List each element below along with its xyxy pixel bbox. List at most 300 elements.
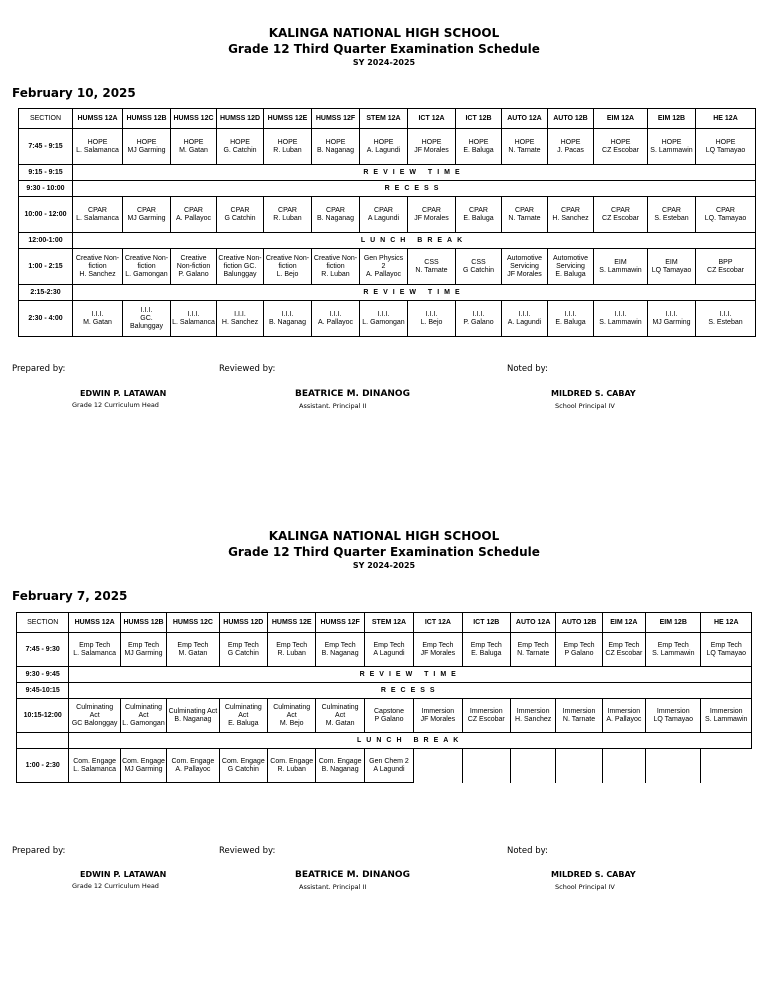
proctor: P Galano bbox=[564, 649, 594, 657]
subject: EIM bbox=[614, 258, 627, 266]
subject: I.I.I. bbox=[377, 310, 390, 318]
proctor: B. Naganag bbox=[321, 765, 359, 773]
proctor: M. Gatan bbox=[325, 719, 355, 727]
subject: I.I.I. bbox=[564, 310, 577, 318]
noted-title: School Principal IV bbox=[555, 402, 615, 410]
section-column-header: ICT 12A bbox=[408, 109, 456, 129]
subject: EIM bbox=[665, 258, 678, 266]
reviewed-by-label: Reviewed by: bbox=[219, 364, 276, 374]
exam-cell bbox=[646, 749, 701, 783]
schedule-title: Grade 12 Third Quarter Examination Schedule bbox=[228, 545, 540, 559]
time-slot: 9:30 - 9:45 bbox=[17, 667, 69, 683]
subject: Com. Engage bbox=[73, 757, 117, 765]
schedule-row bbox=[17, 733, 752, 749]
proctor: MJ Garming bbox=[652, 318, 691, 326]
break-span: LUNCH BREAK bbox=[73, 233, 756, 249]
exam-cell bbox=[364, 749, 413, 783]
proctor: H. Sanchez bbox=[515, 715, 552, 723]
prepared-name: EDWIN P. LATAWAN bbox=[80, 870, 167, 879]
exam-cell bbox=[120, 749, 166, 783]
section-column-header: HE 12A bbox=[701, 613, 752, 633]
proctor: M. Bejo bbox=[279, 719, 304, 727]
proctor: H. Sanchez bbox=[221, 318, 259, 326]
prepared-name: EDWIN P. LATAWAN bbox=[80, 389, 167, 398]
proctor: A. Pallayoc bbox=[175, 214, 212, 222]
subject: Creative Non-fiction bbox=[124, 254, 169, 270]
exam-cell bbox=[646, 633, 701, 667]
schedule-row bbox=[17, 633, 752, 667]
section-column-header: EIM 12B bbox=[648, 109, 696, 129]
proctor: G Catchin bbox=[227, 765, 259, 773]
section-column-header: HUMSS 12F bbox=[312, 109, 360, 129]
subject: I.I.I. bbox=[518, 310, 531, 318]
subject: CSS bbox=[471, 258, 486, 266]
proctor: P. Galano bbox=[178, 270, 209, 278]
proctor: N. Tarnate bbox=[508, 146, 541, 154]
proctor: A Lagundi bbox=[367, 214, 400, 222]
proctor: CZ Escobar bbox=[707, 266, 744, 274]
time-slot: 1:00 - 2:15 bbox=[19, 249, 73, 285]
section-column-header: HUMSS 12B bbox=[120, 613, 166, 633]
subject: HOPE bbox=[421, 138, 442, 146]
section-column-header: HUMSS 12C bbox=[171, 109, 217, 129]
section-column-header: AUTO 12B bbox=[556, 613, 602, 633]
subject: HOPE bbox=[277, 138, 298, 146]
proctor: S. Lammawin bbox=[652, 649, 695, 657]
exam-cell bbox=[414, 633, 462, 667]
subject: HOPE bbox=[560, 138, 581, 146]
sheet-header bbox=[0, 529, 768, 572]
subject: I.I.I. bbox=[187, 310, 200, 318]
proctor: N. Tarnate bbox=[517, 649, 550, 657]
subject: HOPE bbox=[373, 138, 394, 146]
reviewed-title: Assistant. Principal II bbox=[299, 883, 367, 891]
exam-cell bbox=[701, 633, 752, 667]
school-name: KALINGA NATIONAL HIGH SCHOOL bbox=[268, 26, 500, 40]
subject: HOPE bbox=[468, 138, 489, 146]
time-slot: 2:15-2:30 bbox=[19, 285, 73, 301]
proctor: G. Catchin bbox=[223, 146, 257, 154]
subject: I.I.I. bbox=[329, 310, 342, 318]
subject: HOPE bbox=[610, 138, 631, 146]
proctor: L. Gamongan bbox=[362, 318, 405, 326]
subject: I.I.I. bbox=[472, 310, 485, 318]
subject: Com. Engage bbox=[171, 757, 215, 765]
subject: CPAR bbox=[662, 206, 681, 214]
subject: Immersion bbox=[421, 707, 455, 715]
exam-cell bbox=[364, 699, 413, 733]
section-column-header: HUMSS 12A bbox=[69, 613, 120, 633]
reviewed-title: Assistant. Principal II bbox=[299, 402, 367, 410]
section-column-header: HUMSS 12C bbox=[167, 613, 219, 633]
exam-cell bbox=[316, 699, 364, 733]
exam-cell bbox=[646, 699, 701, 733]
proctor: S. Lammawin bbox=[650, 146, 693, 154]
subject: I.I.I. bbox=[425, 310, 438, 318]
subject: CPAR bbox=[278, 206, 297, 214]
subject: Capstone bbox=[374, 707, 404, 715]
proctor: JF Morales bbox=[420, 649, 456, 657]
proctor: B. Naganag bbox=[321, 649, 359, 657]
reviewed-name: BEATRICE M. DINANOG bbox=[295, 389, 410, 399]
proctor: LQ Tamayao bbox=[653, 715, 694, 723]
exam-cell bbox=[510, 749, 555, 783]
subject: CPAR bbox=[422, 206, 441, 214]
subject: HOPE bbox=[715, 138, 736, 146]
proctor: H. Sanchez bbox=[552, 214, 589, 222]
proctor: E. Baluga bbox=[471, 649, 502, 657]
subject: HOPE bbox=[514, 138, 535, 146]
time-slot: 12:00-1:00 bbox=[19, 233, 73, 249]
proctor: R. Luban bbox=[273, 214, 302, 222]
section-column-header: ICT 12A bbox=[414, 613, 462, 633]
schedule-title: Grade 12 Third Quarter Examination Schedule bbox=[228, 42, 540, 56]
subject: Emp Tech bbox=[128, 641, 160, 649]
subject: Emp Tech bbox=[373, 641, 405, 649]
time-slot: 10:15-12:00 bbox=[17, 699, 69, 733]
school-year: SY 2024-2025 bbox=[352, 561, 416, 570]
proctor: R. Luban bbox=[277, 765, 306, 773]
subject: Gen Chem 2 bbox=[369, 757, 409, 765]
proctor: M. Gatan bbox=[178, 649, 208, 657]
exam-cell bbox=[462, 749, 510, 783]
subject: Com. Engage bbox=[221, 757, 265, 765]
proctor: G Catchin bbox=[227, 649, 259, 657]
school-name: KALINGA NATIONAL HIGH SCHOOL bbox=[268, 529, 500, 543]
prepared-title: Grade 12 Curriculum Head bbox=[72, 401, 159, 409]
subject: Immersion bbox=[709, 707, 743, 715]
noted-title: School Principal IV bbox=[555, 883, 615, 891]
subject: HOPE bbox=[183, 138, 204, 146]
subject: Com. Engage bbox=[318, 757, 362, 765]
proctor: L. Bejo bbox=[420, 318, 443, 326]
proctor: L. Bejo bbox=[276, 270, 299, 278]
proctor: MJ Garming bbox=[124, 649, 163, 657]
section-column-header: STEM 12A bbox=[364, 613, 413, 633]
exam-cell bbox=[414, 749, 462, 783]
time-slot: 9:45-10:15 bbox=[17, 683, 69, 699]
section-column-header: EIM 12B bbox=[646, 613, 701, 633]
exam-cell bbox=[701, 699, 752, 733]
section-column-header: HUMSS 12A bbox=[73, 109, 123, 129]
exam-cell bbox=[219, 749, 267, 783]
school-year: SY 2024-2025 bbox=[352, 58, 416, 67]
exam-cell bbox=[167, 633, 219, 667]
section-column-header: ICT 12B bbox=[456, 109, 502, 129]
section-column-header: AUTO 12A bbox=[510, 613, 555, 633]
proctor: MJ Garming bbox=[124, 765, 163, 773]
subject: Emp Tech bbox=[517, 641, 549, 649]
break-span: LUNCH BREAK bbox=[69, 733, 752, 749]
exam-schedule-table bbox=[16, 612, 752, 783]
subject: I.I.I. bbox=[665, 310, 678, 318]
proctor: E. Baluga bbox=[555, 270, 586, 278]
section-header: SECTION bbox=[17, 613, 69, 633]
schedule-row bbox=[17, 667, 752, 683]
proctor: JF Morales bbox=[414, 214, 449, 222]
subject: CPAR bbox=[326, 206, 345, 214]
subject: CPAR bbox=[561, 206, 580, 214]
exam-cell bbox=[556, 699, 602, 733]
subject: Immersion bbox=[516, 707, 550, 715]
proctor: R. Luban bbox=[273, 146, 302, 154]
subject: Creative Non-fiction bbox=[176, 254, 211, 270]
proctor: G Catchin bbox=[462, 266, 495, 274]
proctor: A. Lagundi bbox=[366, 146, 401, 154]
exam-cell bbox=[167, 749, 219, 783]
proctor: P Galano bbox=[374, 715, 404, 723]
proctor: B. Naganag bbox=[317, 146, 354, 154]
subject: CSS bbox=[424, 258, 439, 266]
proctor: LQ. Tamayao bbox=[704, 214, 747, 222]
subject: Culminating Act bbox=[76, 703, 114, 719]
exam-cell bbox=[462, 633, 510, 667]
proctor: L. Salamanca bbox=[73, 765, 117, 773]
subject: HOPE bbox=[661, 138, 682, 146]
exam-cell bbox=[268, 699, 316, 733]
prepared-by-label: Prepared by: bbox=[12, 846, 66, 856]
proctor: E. Baluga bbox=[463, 214, 494, 222]
noted-name: MILDRED S. CABAY bbox=[551, 870, 636, 879]
subject: CPAR bbox=[716, 206, 735, 214]
proctor: L. Gamongan bbox=[122, 719, 165, 727]
exam-cell bbox=[120, 699, 166, 733]
proctor: B. Naganag bbox=[269, 318, 306, 326]
section-column-header: EIM 12A bbox=[602, 613, 645, 633]
subject: Emp Tech bbox=[324, 641, 356, 649]
exam-cell bbox=[120, 633, 166, 667]
section-column-header: ICT 12B bbox=[462, 613, 510, 633]
proctor: GC. Balunggay bbox=[129, 314, 164, 330]
subject: Immersion bbox=[607, 707, 641, 715]
subject: Emp Tech bbox=[563, 641, 595, 649]
subject: Immersion bbox=[656, 707, 690, 715]
subject: Culminating Act bbox=[168, 707, 218, 715]
break-span: REVIEW TIME bbox=[69, 667, 752, 683]
break-span: RECESS bbox=[69, 683, 752, 699]
prepared-title: Grade 12 Curriculum Head bbox=[72, 882, 159, 890]
time-slot bbox=[17, 733, 69, 749]
proctor: M. Gatan bbox=[179, 146, 208, 154]
subject: Emp Tech bbox=[657, 641, 689, 649]
exam-cell bbox=[316, 633, 364, 667]
proctor: N. Tarnate bbox=[415, 266, 448, 274]
subject: Culminating Act bbox=[125, 703, 162, 719]
proctor: E. Baluga bbox=[463, 146, 494, 154]
section-header: SECTION bbox=[19, 109, 73, 129]
section-column-header: HUMSS 12D bbox=[217, 109, 264, 129]
proctor: P. Galano bbox=[463, 318, 494, 326]
proctor: G Catchin bbox=[224, 214, 256, 222]
section-column-header: EIM 12A bbox=[594, 109, 648, 129]
subject: Emp Tech bbox=[79, 641, 111, 649]
subject: CPAR bbox=[611, 206, 630, 214]
section-column-header: HUMSS 12E bbox=[268, 613, 316, 633]
exam-cell bbox=[69, 749, 120, 783]
exam-cell bbox=[268, 749, 316, 783]
section-column-header: HUMSS 12E bbox=[264, 109, 312, 129]
schedule-row bbox=[17, 699, 752, 733]
proctor: R. Luban bbox=[321, 270, 350, 278]
section-column-header: HE 12A bbox=[696, 109, 756, 129]
subject: Emp Tech bbox=[276, 641, 308, 649]
exam-cell bbox=[602, 633, 645, 667]
exam-cell bbox=[602, 699, 645, 733]
noted-name: MILDRED S. CABAY bbox=[551, 389, 636, 398]
break-span: REVIEW TIME bbox=[73, 165, 756, 181]
proctor: M. Gatan bbox=[83, 318, 112, 326]
time-slot: 9:15 - 9:15 bbox=[19, 165, 73, 181]
proctor: A Lagundi bbox=[373, 649, 405, 657]
exam-date: February 7, 2025 bbox=[12, 589, 128, 603]
time-slot: 2:30 - 4:00 bbox=[19, 301, 73, 337]
subject: CPAR bbox=[184, 206, 203, 214]
subject: HOPE bbox=[87, 138, 108, 146]
subject: Culminating Act bbox=[321, 703, 359, 719]
section-column-header: HUMSS 12D bbox=[219, 613, 267, 633]
subject: Automotive Servicing bbox=[552, 254, 589, 270]
proctor: A. Pallayoc bbox=[317, 318, 354, 326]
subject: I.I.I. bbox=[140, 306, 153, 314]
proctor: CZ Escobar bbox=[467, 715, 505, 723]
subject: Immersion bbox=[469, 707, 503, 715]
proctor: LQ Tamayao bbox=[706, 649, 747, 657]
proctor: JF Morales bbox=[420, 715, 456, 723]
subject: Emp Tech bbox=[470, 641, 502, 649]
proctor: S. Lammawin bbox=[599, 266, 642, 274]
time-slot: 1:00 - 2:30 bbox=[17, 749, 69, 783]
subject: Creative Non-fiction bbox=[313, 254, 358, 270]
subject: I.I.I. bbox=[281, 310, 294, 318]
proctor: S. Esteban bbox=[654, 214, 689, 222]
exam-cell bbox=[556, 633, 602, 667]
subject: HOPE bbox=[230, 138, 250, 146]
subject: BPP bbox=[718, 258, 733, 266]
proctor: L. Salamanca bbox=[172, 318, 215, 326]
proctor: A. Pallayoc bbox=[365, 270, 402, 278]
proctor: JF Morales bbox=[507, 270, 542, 278]
subject: I.I.I. bbox=[719, 310, 732, 318]
subject: Gen Physics 2 bbox=[363, 254, 404, 270]
subject: I.I.I. bbox=[614, 310, 627, 318]
proctor: A. Lagundi bbox=[507, 318, 542, 326]
exam-cell bbox=[414, 699, 462, 733]
proctor: GC Balonggay bbox=[71, 719, 118, 727]
time-slot: 9:30 - 10:00 bbox=[19, 181, 73, 197]
schedule-row bbox=[17, 749, 752, 783]
subject: CPAR bbox=[137, 206, 156, 214]
reviewed-by-label: Reviewed by: bbox=[219, 846, 276, 856]
proctor: N. Tarnate bbox=[562, 715, 596, 723]
exam-cell bbox=[364, 633, 413, 667]
subject: Automotive Servicing bbox=[506, 254, 543, 270]
exam-cell bbox=[556, 749, 602, 783]
exam-cell bbox=[69, 699, 120, 733]
subject: Immersion bbox=[562, 707, 596, 715]
exam-cell bbox=[316, 749, 364, 783]
subject: Com. Engage bbox=[270, 757, 314, 765]
proctor: A. Pallayoc bbox=[175, 765, 211, 773]
proctor: LQ Tamayao bbox=[651, 266, 692, 274]
section-column-header: AUTO 12A bbox=[502, 109, 548, 129]
proctor: CZ Escobar bbox=[602, 214, 639, 222]
proctor: L. Salamanca bbox=[73, 649, 117, 657]
break-span: REVIEW TIME bbox=[73, 285, 756, 301]
section-column-header: HUMSS 12B bbox=[123, 109, 171, 129]
subject: CPAR bbox=[469, 206, 488, 214]
proctor: JF Morales bbox=[414, 146, 449, 154]
proctor: S. Lammawin bbox=[705, 715, 748, 723]
noted-by-label: Noted by: bbox=[507, 364, 548, 374]
subject: CPAR bbox=[230, 206, 250, 214]
subject: Emp Tech bbox=[710, 641, 742, 649]
exam-cell bbox=[602, 749, 645, 783]
schedule-row bbox=[17, 683, 752, 699]
proctor: H. Sanchez bbox=[79, 270, 116, 278]
proctor: J. Pacas bbox=[557, 146, 584, 154]
section-column-header: STEM 12A bbox=[360, 109, 408, 129]
subject: Emp Tech bbox=[422, 641, 454, 649]
proctor: N. Tarnate bbox=[508, 214, 541, 222]
break-span: RECESS bbox=[73, 181, 756, 197]
time-slot: 10:00 - 12:00 bbox=[19, 197, 73, 233]
proctor: E. Baluga bbox=[555, 318, 586, 326]
subject: Creative Non-fiction GC. Balunggay bbox=[218, 254, 262, 278]
noted-by-label: Noted by: bbox=[507, 846, 548, 856]
subject: CPAR bbox=[374, 206, 393, 214]
subject: Com. Engage bbox=[122, 757, 165, 765]
exam-date: February 10, 2025 bbox=[12, 86, 136, 100]
proctor: L. Salamanca bbox=[76, 146, 119, 154]
subject: CPAR bbox=[515, 206, 534, 214]
subject: I.I.I. bbox=[234, 310, 246, 318]
exam-cell bbox=[219, 633, 267, 667]
subject: HOPE bbox=[136, 138, 157, 146]
proctor: E. Baluga bbox=[228, 719, 259, 727]
exam-cell bbox=[462, 699, 510, 733]
proctor: R. Luban bbox=[277, 649, 306, 657]
exam-cell bbox=[167, 699, 219, 733]
proctor: CZ Escobar bbox=[605, 649, 643, 657]
prepared-by-label: Prepared by: bbox=[12, 364, 66, 374]
time-slot: 7:45 - 9:15 bbox=[19, 129, 73, 165]
subject: Culminating Act bbox=[273, 703, 311, 719]
subject: Emp Tech bbox=[177, 641, 209, 649]
proctor: LQ Tamayao bbox=[705, 146, 746, 154]
subject: Emp Tech bbox=[227, 641, 259, 649]
proctor: B. Naganag bbox=[317, 214, 354, 222]
subject: CPAR bbox=[88, 206, 107, 214]
reviewed-name: BEATRICE M. DINANOG bbox=[295, 870, 410, 880]
section-column-header: AUTO 12B bbox=[548, 109, 594, 129]
subject: HOPE bbox=[325, 138, 346, 146]
subject: Creative Non-fiction bbox=[75, 254, 120, 270]
proctor: B. Naganag bbox=[174, 715, 212, 723]
exam-cell bbox=[268, 633, 316, 667]
exam-cell bbox=[219, 699, 267, 733]
proctor: L. Salamanca bbox=[76, 214, 119, 222]
subject: I.I.I. bbox=[91, 310, 104, 318]
proctor: A. Pallayoc bbox=[606, 715, 642, 723]
exam-cell bbox=[69, 633, 120, 667]
proctor: A Lagundi bbox=[373, 765, 405, 773]
proctor: CZ Escobar bbox=[602, 146, 639, 154]
proctor: L. Gamongan bbox=[125, 270, 168, 278]
exam-cell bbox=[510, 633, 555, 667]
subject: Creative Non-fiction bbox=[265, 254, 310, 270]
proctor: S. Lammawin bbox=[599, 318, 642, 326]
proctor: MJ Garming bbox=[127, 146, 166, 154]
